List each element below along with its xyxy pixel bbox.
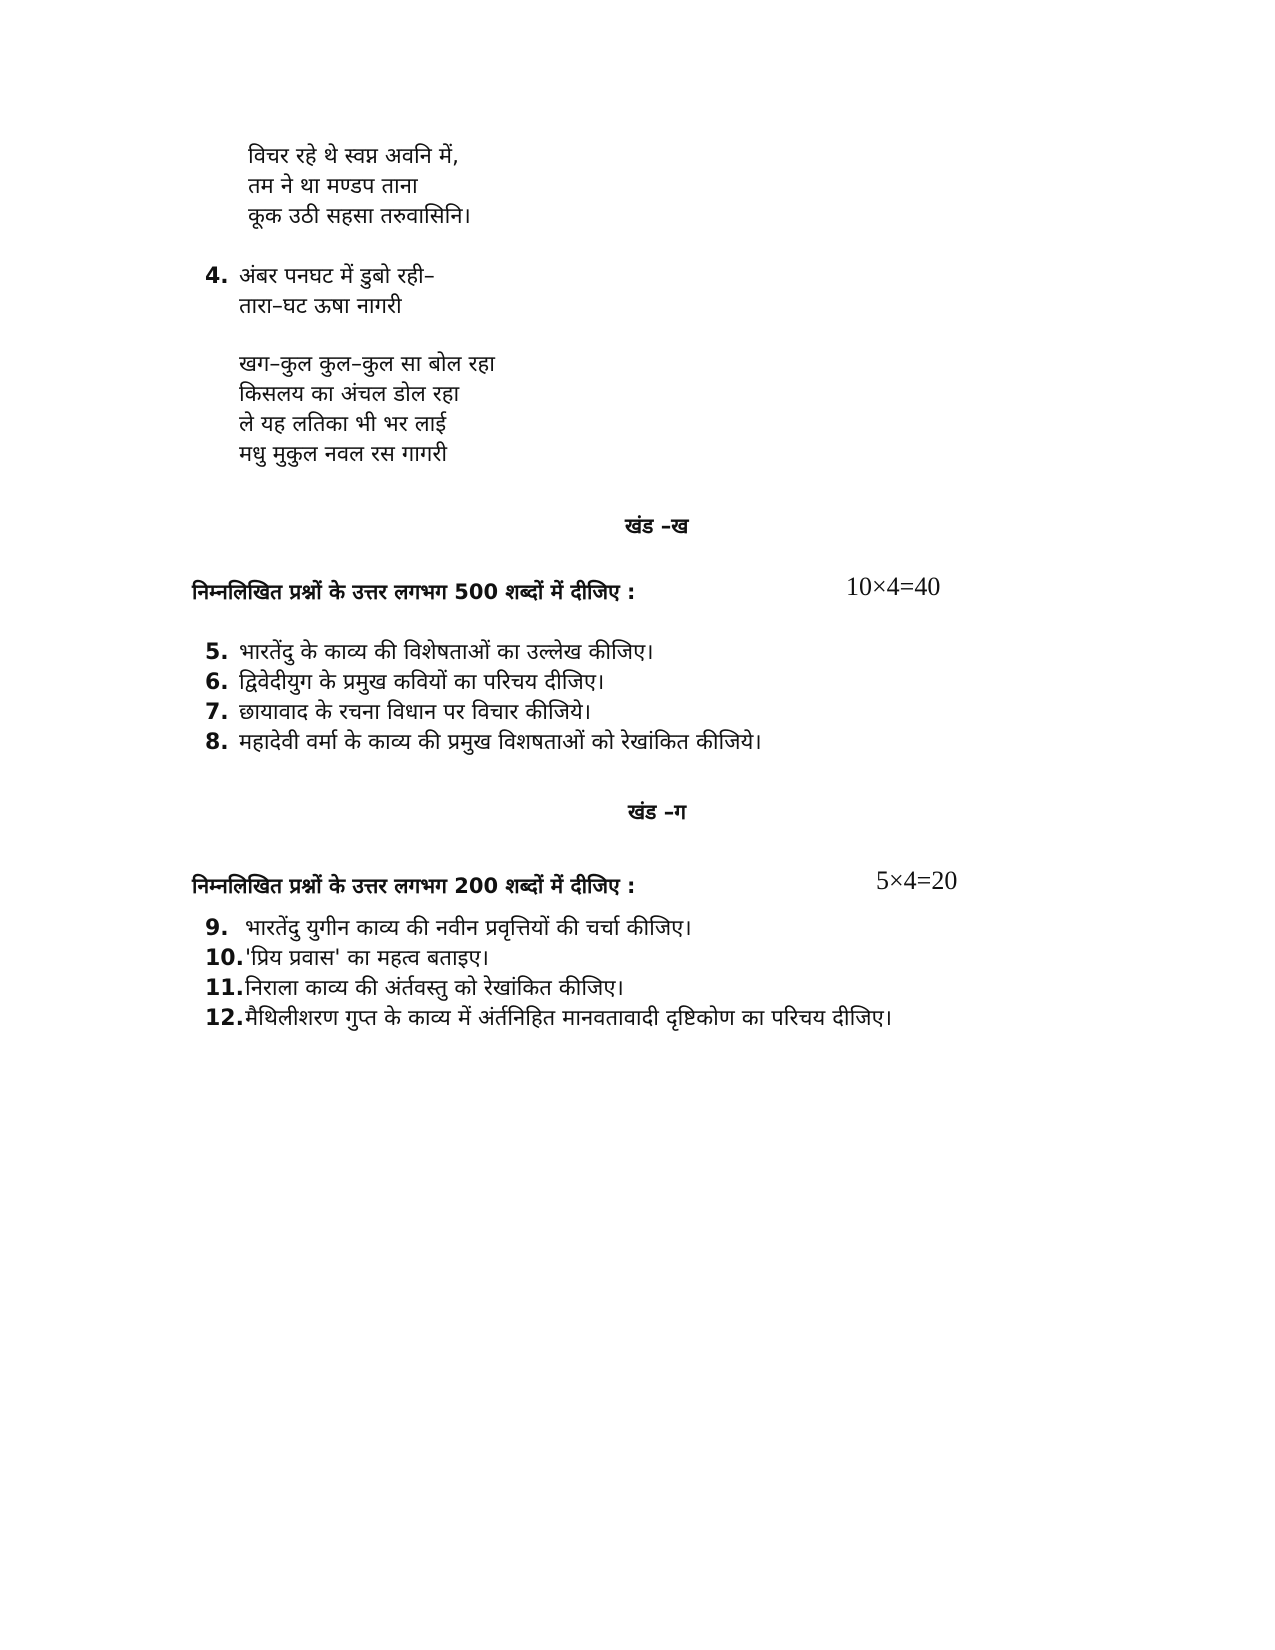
poem4-stanza2-line-2: किसलय का अंचल डोल रहा [239, 382, 460, 407]
question-number: 6. [205, 670, 229, 695]
poem4-text-1: अंबर पनघट में डुबो रही– [239, 264, 435, 289]
question-11 [205, 974, 624, 1004]
question-text: द्विवेदीयुग के प्रमुख कवियों का परिचय दीजिए। [239, 670, 605, 695]
question-8 [205, 728, 762, 758]
poem4-line-2: तारा–घट ऊषा नागरी [239, 294, 402, 319]
question-text: निराला काव्य की अंर्तवस्तु को रेखांकित कीजिए। [245, 976, 624, 1001]
section-ga-marks: 5×4=20 [876, 866, 958, 895]
question-number: 8. [205, 730, 229, 755]
question-9 [205, 914, 692, 944]
poem3-line-2: तम ने था मण्डप ताना [248, 174, 418, 199]
question-text: छायावाद के रचना विधान पर विचार कीजिये। [239, 700, 592, 725]
question-6 [205, 668, 604, 698]
question-5 [205, 638, 654, 668]
question-text: मैथिलीशरण गुप्त के काव्य में अंर्तनिहित मानवतावादी दृष्टिकोण का परिचय दीजिए। [245, 1006, 893, 1031]
section-kha-heading: खंड –ख [625, 514, 689, 538]
poem3-line-3: कूक उठी सहसा तरुवासिनि। [248, 204, 471, 229]
poem3-line-1: विचर रहे थे स्वप्न अवनि में, [248, 144, 460, 169]
question-text: महादेवी वर्मा के काव्य की प्रमुख विशषताओं को रेखांकित कीजिये। [239, 730, 762, 755]
question-number: 7. [205, 700, 229, 725]
poem4-line-1 [205, 262, 435, 292]
question-number: 10. [205, 946, 244, 971]
question-text: भारतेंदु युगीन काव्य की नवीन प्रवृत्तियों की चर्चा कीजिए। [245, 916, 692, 941]
question-number: 12. [205, 1006, 244, 1031]
poem4-stanza2-line-4: मधु मुकुल नवल रस गागरी [239, 442, 448, 467]
question-12 [205, 1004, 892, 1034]
question-number: 4. [205, 264, 229, 289]
poem4-stanza2-line-1: खग–कुल कुल–कुल सा बोल रहा [239, 352, 495, 377]
section-kha-marks: 10×4=40 [846, 572, 941, 601]
question-number: 11. [205, 976, 244, 1001]
question-7 [205, 698, 591, 728]
question-number: 5. [205, 640, 229, 665]
question-10 [205, 944, 489, 974]
question-number: 9. [205, 916, 229, 941]
poem4-stanza2-line-3: ले यह लतिका भी भर लाई [239, 412, 447, 437]
section-ga-instruction: निम्नलिखित प्रश्नों के उत्तर लगभग 200 शब्दों में दीजिए : [192, 874, 636, 898]
section-kha-instruction: निम्नलिखित प्रश्नों के उत्तर लगभग 500 शब्दों में दीजिए : [192, 580, 636, 604]
question-text: भारतेंदु के काव्य की विशेषताओं का उल्लेख कीजिए। [239, 640, 654, 665]
question-text: 'प्रिय प्रवास' का महत्व बताइए। [245, 946, 489, 971]
section-ga-heading: खंड –ग [628, 800, 687, 824]
